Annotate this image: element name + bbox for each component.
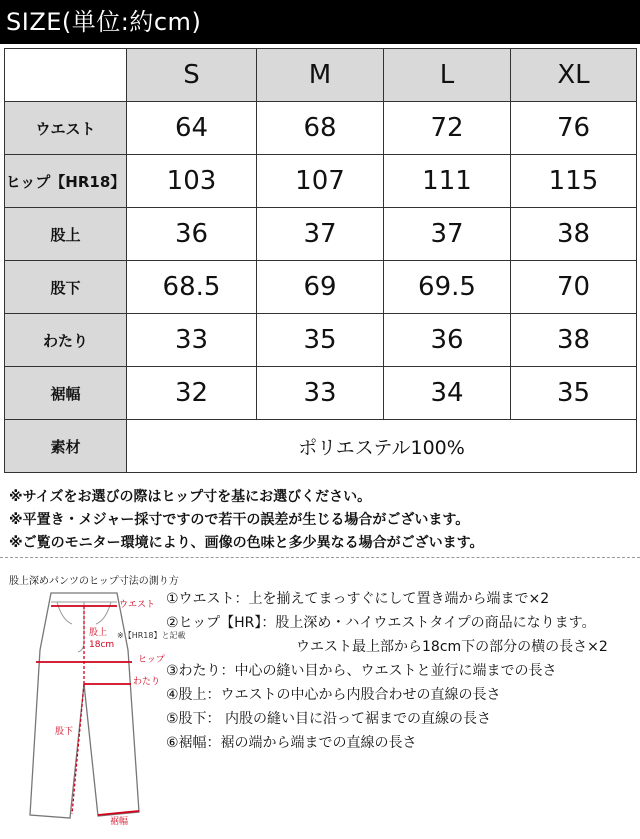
row-label-hip: ヒップ【HR18】 [5,155,127,208]
measurement-guide [166,587,608,755]
table-cell: 36 [127,208,257,261]
table-cell: 37 [384,208,511,261]
table-row [5,314,637,367]
table-row [5,367,637,420]
row-label-inseam: 股下 [5,261,127,314]
pants-diagram [0,580,165,839]
note-line: ※サイズをお選びの際はヒップ寸を基にお選びください。 [9,489,372,505]
notes [9,486,484,555]
table-cell: 107 [257,155,384,208]
table-cell: 69.5 [384,261,511,314]
table-cell: 64 [127,102,257,155]
table-cell: 68.5 [127,261,257,314]
measurement-item: ③わたり：中心の縫い目から、ウエストと並行に端までの長さ [166,663,557,679]
measurement-item: ⑥裾幅：裾の端から端までの直線の長さ [166,735,417,751]
row-label-hem: 裾幅 [5,367,127,420]
material-value: ポリエステル100% [127,420,637,473]
table-cell: 103 [127,155,257,208]
diagram-label-waist: ウエスト [119,600,156,610]
size-header-l: L [384,49,511,102]
table-cell: 36 [384,314,511,367]
table-row [5,420,637,473]
note-line: ※ご覧のモニター環境により、画像の色味と多少異なる場合がございます。 [9,535,484,551]
table-cell: 35 [511,367,637,420]
row-label-rise: 股上 [5,208,127,261]
table-cell: 70 [511,261,637,314]
row-label-material: 素材 [5,420,127,473]
size-header-xl: XL [511,49,637,102]
diagram-hr-note: ※【HR18】と記載 [117,631,186,640]
fly-line [78,602,84,652]
table-cell: 115 [511,155,637,208]
measurement-item: ②ヒップ【HR】：股上深め・ハイウエストタイプの商品になります。 [166,615,596,631]
table-cell: 33 [257,367,384,420]
table-cell: 38 [511,208,637,261]
size-table [4,48,637,473]
table-cell: 76 [511,102,637,155]
row-label-waist: ウエスト [5,102,127,155]
table-cell: 111 [384,155,511,208]
table-cell: 33 [127,314,257,367]
table-row [5,155,637,208]
size-header-s: S [127,49,257,102]
guide-title: 股上深めパンツのヒップ寸法の測り方 [9,576,179,587]
table-cell: 38 [511,314,637,367]
measurement-item: ④股上：ウエストの中心から内股合わせの直線の長さ [166,687,501,703]
table-cell: 68 [257,102,384,155]
table-cell: 72 [384,102,511,155]
note-line: ※平置き・メジャー採寸ですので若干の誤差が生じる場合がございます。 [9,512,470,528]
table-cell: 32 [127,367,257,420]
size-header-m: M [257,49,384,102]
table-row [5,102,637,155]
diagram-label-hem: 裾幅 [110,817,129,827]
measurement-item: ウエスト最上部から18cm下の部分の横の長さ×2 [296,639,608,655]
table-row [5,261,637,314]
diagram-label-thigh: わたり [133,677,161,687]
diagram-label-hip: ヒップ [138,655,165,665]
table-cell: 37 [257,208,384,261]
measurement-item: ⑤股下： 内股の縫い目に沿って裾までの直線の長さ [166,711,491,727]
divider [0,557,640,558]
diagram-label-rise: 股上 [89,628,108,638]
diagram-label-rise-note: 18cm [89,640,115,650]
table-cell: 69 [257,261,384,314]
size-header-row [5,49,637,102]
measurement-item: ①ウエスト：上を揃えてまっすぐにして置き端から端まで×2 [166,591,550,607]
title-bar [0,0,640,44]
row-label-thigh: わたり [5,314,127,367]
table-row [5,208,637,261]
corner-cell [5,49,127,102]
page-title: SIZE(単位:約cm) [6,8,202,36]
table-cell: 34 [384,367,511,420]
table-cell: 35 [257,314,384,367]
diagram-label-inseam: 股下 [55,727,74,737]
